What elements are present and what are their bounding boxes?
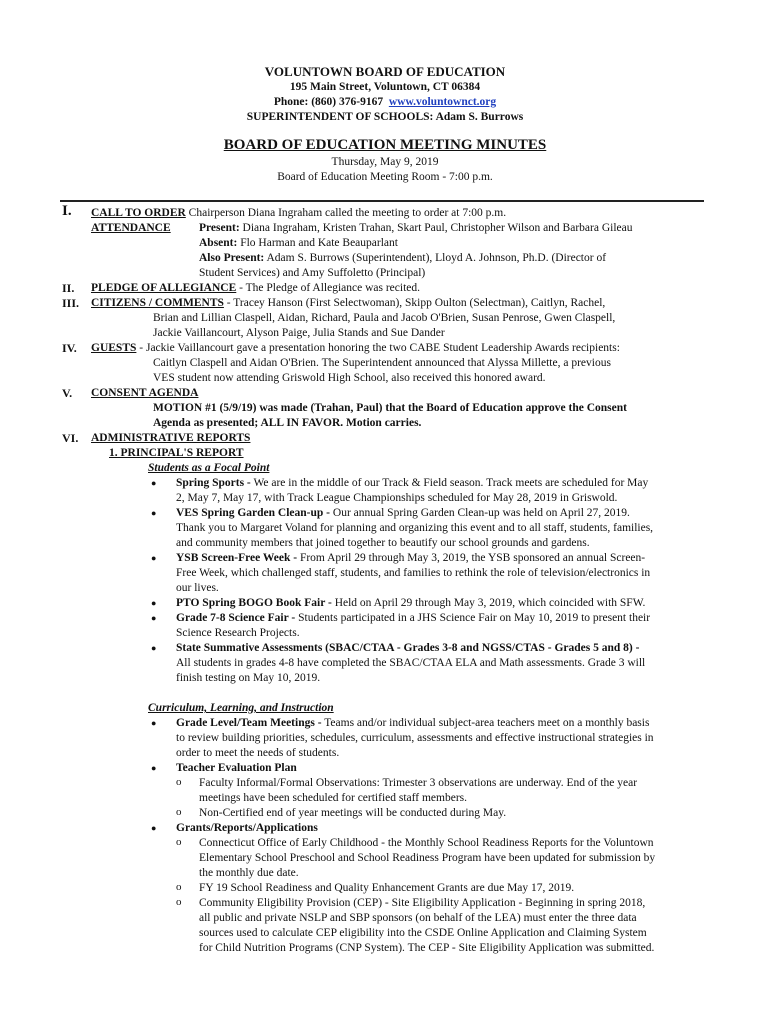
pledge-line: [91, 281, 420, 296]
list-item: State Summative Assessments (SBAC/CTAA - Grades 3-8 and NGSS/CTAS - Grades 5 and 8) -: [176, 642, 640, 654]
list-item: YSB Screen-Free Week - From April 29 through May 3, 2019, the YSB sponsored an annual Screen-: [176, 552, 646, 564]
phone-number: Phone: (860) 376-9167: [273, 96, 384, 108]
bullet-icon: ●: [151, 478, 157, 488]
admin-reports-heading: ADMINISTRATIVE REPORTS: [91, 432, 251, 444]
focal-point-heading: Students as a Focal Point: [148, 462, 270, 474]
sub-list-item: Connecticut Office of Early Childhood - the Monthly School Readiness Reports for the Voluntown: [199, 837, 654, 849]
consent-agenda-heading: CONSENT AGENDA: [91, 387, 199, 399]
list-item-continuation: order to meet the needs of students.: [176, 747, 340, 759]
pledge-text: - The Pledge of Allegiance was recited.: [236, 282, 421, 294]
bullet-icon: ●: [151, 553, 157, 563]
page-title: BOARD OF EDUCATION MEETING MINUTES: [223, 137, 547, 153]
section-numeral: III.: [62, 296, 80, 310]
pledge-heading: PLEDGE OF ALLEGIANCE: [91, 282, 237, 294]
sub-bullet-icon: o: [176, 896, 182, 908]
section-numeral: VI.: [62, 431, 79, 445]
section-numeral: II.: [62, 281, 75, 295]
bullet-icon: ●: [151, 508, 157, 518]
list-item-continuation: All students in grades 4-8 have completed the SBAC/CTAA ELA and Math assessments. Grade 3 will: [176, 657, 646, 669]
bullet-icon: ●: [151, 823, 157, 833]
org-address: 195 Main Street, Voluntown, CT 06384: [289, 81, 481, 93]
list-item-continuation: and community members that joined together to beautify our school grounds and gardens.: [176, 537, 590, 549]
list-item-continuation: to review building priorities, schedules, curriculum, assessments and effective instructional strategies in: [176, 732, 654, 744]
also-present-text: Adam S. Burrows (Superintendent), Lloyd A. Johnson, Ph.D. (Director of: [264, 252, 607, 264]
list-item-continuation: Free Week, which challenged staff, students, and families to rethink the role of television/electronics in: [176, 567, 651, 579]
present-label: Present:: [199, 222, 240, 234]
org-name: VOLUNTOWN BOARD OF EDUCATION: [264, 64, 506, 79]
citizens-line: [91, 296, 605, 311]
citizens-text-2: Brian and Lillian Claspell, Aidan, Richard, Paula and Jacob O'Brien, Susan Penrose, Gwen Claspell,: [153, 312, 616, 324]
list-item-continuation: finish testing on May 10, 2019.: [176, 672, 321, 684]
section-numeral: IV.: [62, 341, 77, 355]
bullet-icon: ●: [151, 763, 157, 773]
absent-line: [199, 236, 398, 251]
org-phone-line: [0, 96, 770, 108]
list-item: Teacher Evaluation Plan: [176, 762, 297, 774]
sub-list-item: Community Eligibility Provision (CEP) - Site Eligibility Application - Beginning in spring 2018,: [199, 897, 646, 909]
absent-label: Absent:: [199, 237, 238, 249]
list-item: VES Spring Garden Clean-up - Our annual Spring Garden Clean-up was held on April 27, 2019.: [176, 507, 630, 519]
citizens-text-1: - Tracey Hanson (First Selectwoman), Skipp Oulton (Selectman), Caitlyn, Rachel,: [223, 297, 606, 309]
sub-list-item: Non-Certified end of year meetings will be conducted during May.: [199, 807, 507, 819]
list-item-continuation: Science Research Projects.: [176, 627, 300, 639]
guests-text-1: - Jackie Vaillancourt gave a presentation honoring the two CABE Student Leadership Awards recipients:: [136, 342, 620, 354]
superintendent-line: SUPERINTENDENT OF SCHOOLS: Adam S. Burrows: [246, 111, 524, 123]
list-item: Grade 7-8 Science Fair - Students participated in a JHS Science Fair on May 10, 2019 to present their: [176, 612, 651, 624]
section-numeral: V.: [62, 386, 73, 400]
meeting-date: Thursday, May 9, 2019: [331, 156, 439, 168]
bullet-icon: ●: [151, 718, 157, 728]
sub-list-item: FY 19 School Readiness and Quality Enhancement Grants are due May 17, 2019.: [199, 882, 575, 894]
call-to-order-line: [91, 206, 506, 221]
list-item: Spring Sports - We are in the middle of our Track & Field season. Track meets are scheduled for May: [176, 477, 649, 489]
principals-report-heading: 1. PRINCIPAL'S REPORT: [109, 447, 244, 459]
guests-text-3: VES student now attending Griswold High School, also received this honored award.: [153, 372, 546, 384]
present-line: [199, 221, 632, 236]
website-link[interactable]: www.voluntownct.org: [388, 96, 497, 108]
list-item: Grade Level/Team Meetings - Teams and/or individual subject-area teachers meet on a monthly basis: [176, 717, 650, 729]
sub-bullet-icon: o: [176, 836, 182, 848]
sub-bullet-icon: o: [176, 881, 182, 893]
bullet-icon: ●: [151, 643, 157, 653]
sub-list-item-continuation: Elementary School Preschool and School Readiness Program have been updated for submission by: [199, 852, 656, 864]
sub-list-item: Faculty Informal/Formal Observations: Trimester 3 observations are underway. End of the year: [199, 777, 638, 789]
attendance-heading: ATTENDANCE: [91, 222, 171, 234]
citizens-heading: CITIZENS / COMMENTS: [91, 297, 224, 309]
also-present-label: Also Present:: [199, 252, 265, 264]
call-to-order-heading: CALL TO ORDER: [91, 207, 186, 219]
sub-list-item-continuation: all public and private NSLP and SBP sponsors (on behalf of the LEA) must enter the three data: [199, 912, 637, 924]
sub-list-item-continuation: for Child Nutrition Programs (CNP System). The CEP - Site Eligibility Application was submitted.: [199, 942, 655, 954]
list-item: Grants/Reports/Applications: [176, 822, 318, 834]
also-present-text-2: Student Services) and Amy Suffoletto (Principal): [199, 267, 426, 279]
motion-text-2: Agenda as presented; ALL IN FAVOR. Motion carries.: [153, 417, 422, 429]
motion-text-1: MOTION #1 (5/9/19) was made (Trahan, Paul) that the Board of Education approve the Consent: [153, 402, 627, 414]
bullet-icon: ●: [151, 613, 157, 623]
present-text: Diana Ingraham, Kristen Trahan, Skart Paul, Christopher Wilson and Barbara Gileau: [239, 222, 633, 234]
also-present-line: [199, 251, 606, 266]
header-divider: [60, 200, 704, 202]
list-item-continuation: Thank you to Margaret Voland for planning and organizing this event and to all staff, students, families,: [176, 522, 654, 534]
sub-bullet-icon: o: [176, 806, 182, 818]
absent-text: Flo Harman and Kate Beauparlant: [237, 237, 398, 249]
sub-bullet-icon: o: [176, 776, 182, 788]
section-numeral: I.: [62, 203, 72, 219]
guests-heading: GUESTS: [91, 342, 137, 354]
list-item-continuation: 2, May 7, May 17, with Track League Championships scheduled for May 28, 2019 in Griswold.: [176, 492, 618, 504]
list-item-continuation: our lives.: [176, 582, 219, 594]
list-item: PTO Spring BOGO Book Fair - Held on April 29 through May 3, 2019, which coincided with SFW.: [176, 597, 646, 609]
sub-list-item-continuation: the monthly due date.: [199, 867, 299, 879]
guests-text-2: Caitlyn Claspell and Aidan O'Brien. The Superintendent announced that Alyssa Millette, a previous: [153, 357, 611, 369]
guests-line: [91, 341, 620, 356]
bullet-icon: ●: [151, 598, 157, 608]
sub-list-item-continuation: sources used to calculate CEP eligibility into the CSDE Online Application and Claiming System: [199, 927, 647, 939]
sub-list-item-continuation: meetings have been scheduled for certified staff members.: [199, 792, 468, 804]
call-to-order-text: Chairperson Diana Ingraham called the meeting to order at 7:00 p.m.: [185, 207, 507, 219]
curriculum-heading: Curriculum, Learning, and Instruction: [148, 702, 334, 714]
citizens-text-3: Jackie Vaillancourt, Alyson Paige, Julia Stands and Sue Dander: [153, 327, 445, 339]
meeting-room: Board of Education Meeting Room - 7:00 p.m.: [277, 171, 493, 183]
